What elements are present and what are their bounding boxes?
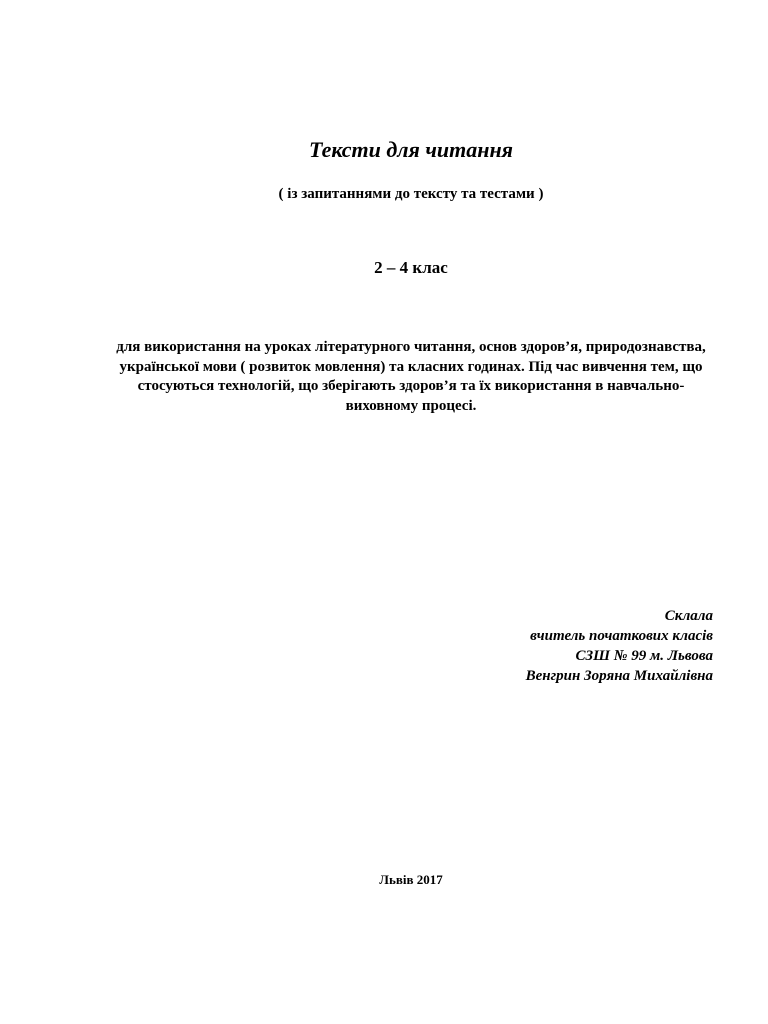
document-title: Тексти для читання bbox=[308, 137, 514, 162]
author-school: СЗШ № 99 м. Львова bbox=[575, 648, 713, 664]
place-and-year: Львів 2017 bbox=[379, 872, 443, 887]
compiled-by-label: Склала bbox=[664, 608, 713, 624]
usage-description: для використання на уроках літературного читання, основ здоров’я, природознавства, української мови ( розвиток мовлення) та класних годинах. Під час вивчення тем, що стосуються технологій, що зберігають здоров’я та їх використання в навчально-виховному процесі. bbox=[116, 339, 706, 414]
author-block bbox=[380, 606, 713, 686]
author-name: Венгрин Зоряна Михайлівна bbox=[525, 668, 713, 684]
grade-range: 2 – 4 клас bbox=[374, 258, 448, 277]
author-position: вчитель початкових класів bbox=[530, 628, 713, 644]
document-subtitle: ( із запитаннями до тексту та тестами ) bbox=[278, 186, 544, 202]
